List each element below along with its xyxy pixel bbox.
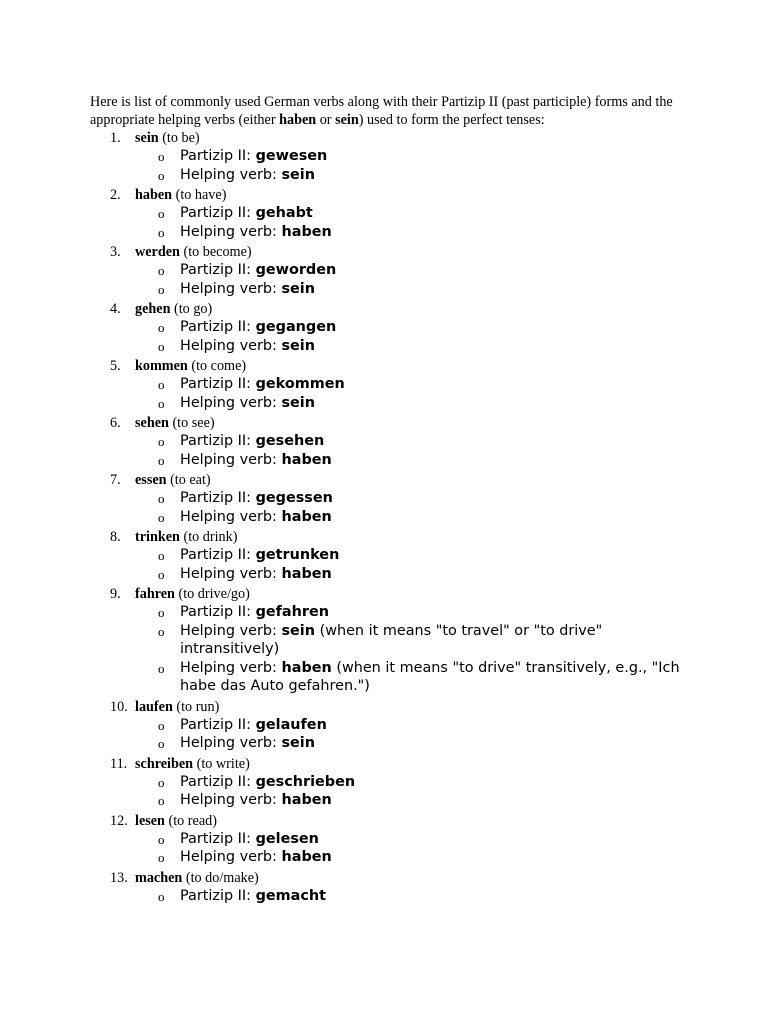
verb-details bbox=[135, 261, 680, 298]
helping-verb-line-alt bbox=[135, 659, 680, 696]
verb-name: schreiben bbox=[135, 755, 194, 772]
detail-label: Helping verb: bbox=[180, 659, 282, 676]
detail-label: Helping verb: bbox=[180, 565, 282, 582]
detail-label: Helping verb: bbox=[180, 792, 282, 808]
verb-name: lesen bbox=[135, 812, 165, 829]
verb-name: machen bbox=[135, 869, 183, 886]
detail-label: Helping verb: bbox=[180, 223, 282, 240]
detail-label: Helping verb: bbox=[180, 394, 282, 411]
detail-label: Helping verb: bbox=[180, 735, 282, 751]
bullet-icon: o bbox=[158, 605, 165, 620]
bullet-icon: o bbox=[158, 491, 165, 506]
detail-value: haben bbox=[281, 659, 332, 676]
verb-item bbox=[90, 414, 680, 469]
detail-value: sein bbox=[281, 337, 315, 354]
verb-meaning: (to do/make) bbox=[182, 869, 259, 886]
bullet-icon: o bbox=[158, 281, 165, 297]
detail-value: gefahren bbox=[255, 604, 329, 620]
verb-item bbox=[90, 812, 680, 867]
verb-heading bbox=[110, 300, 680, 318]
verb-name: kommen bbox=[135, 358, 188, 374]
detail-value: geworden bbox=[255, 262, 337, 278]
helping-verb-line bbox=[135, 848, 680, 867]
verb-meaning: (to drive/go) bbox=[174, 586, 250, 602]
verb-item bbox=[90, 186, 680, 241]
intro-text-end: ) used to form the perfect tenses: bbox=[358, 112, 545, 128]
list-number: 10. bbox=[110, 698, 128, 715]
verb-heading bbox=[110, 585, 680, 603]
verb-details bbox=[135, 318, 680, 355]
detail-label: Helping verb: bbox=[180, 337, 282, 354]
detail-value: sein bbox=[281, 394, 315, 411]
detail-note: (when it means "to travel" or "to drive" intransitively) bbox=[180, 622, 603, 657]
detail-label: Partizip II: bbox=[180, 604, 256, 620]
verb-details bbox=[135, 830, 680, 867]
detail-label: Partizip II: bbox=[180, 148, 256, 164]
detail-label: Helping verb: bbox=[180, 849, 282, 865]
list-number: 11. bbox=[110, 755, 128, 772]
partizip-line bbox=[135, 546, 680, 565]
list-number: 4. bbox=[110, 301, 121, 317]
partizip-line bbox=[135, 261, 680, 280]
verb-heading bbox=[110, 755, 680, 773]
verb-item bbox=[90, 698, 680, 753]
bullet-icon: o bbox=[158, 831, 165, 847]
verb-meaning: (to see) bbox=[168, 415, 215, 431]
partizip-line bbox=[135, 773, 680, 792]
detail-label: Partizip II: bbox=[180, 490, 256, 506]
bullet-icon: o bbox=[158, 377, 165, 392]
verb-meaning: (to have) bbox=[172, 187, 227, 203]
detail-label: Helping verb: bbox=[180, 166, 282, 183]
verb-meaning: (to write) bbox=[193, 755, 250, 772]
verb-item bbox=[90, 300, 680, 355]
verb-meaning: (to come) bbox=[187, 358, 247, 374]
verb-item bbox=[90, 755, 680, 810]
verb-item bbox=[90, 243, 680, 298]
bullet-icon: o bbox=[158, 623, 165, 639]
detail-value: sein bbox=[281, 280, 315, 297]
list-number: 5. bbox=[110, 358, 121, 374]
verb-name: gehen bbox=[135, 301, 171, 317]
helping-verb-line bbox=[135, 394, 680, 413]
partizip-line bbox=[135, 432, 680, 451]
partizip-line bbox=[135, 603, 680, 622]
helping-verb-line bbox=[135, 451, 680, 470]
list-number: 3. bbox=[110, 244, 121, 260]
intro-text: Here is list of commonly used German verbs along with their Partizip II (past participle) forms and the appropriate helping verbs (either bbox=[90, 94, 673, 128]
verb-meaning: (to be) bbox=[158, 130, 200, 146]
bullet-icon: o bbox=[158, 850, 165, 865]
verb-details bbox=[135, 716, 680, 753]
partizip-line bbox=[135, 716, 680, 735]
helping-verb-line bbox=[135, 166, 680, 185]
verb-heading bbox=[110, 357, 680, 375]
partizip-line bbox=[135, 887, 680, 906]
list-number: 8. bbox=[110, 529, 121, 545]
helping-verb-line bbox=[135, 223, 680, 242]
verb-item bbox=[90, 528, 680, 583]
verb-heading bbox=[110, 243, 680, 261]
detail-label: Helping verb: bbox=[180, 280, 282, 297]
bullet-icon: o bbox=[158, 149, 165, 164]
detail-value: haben bbox=[281, 792, 332, 808]
intro-or: or bbox=[316, 112, 336, 128]
partizip-line bbox=[135, 375, 680, 394]
verb-heading bbox=[110, 471, 680, 489]
detail-value: sein bbox=[281, 622, 315, 639]
verb-item bbox=[90, 869, 680, 906]
bullet-icon: o bbox=[158, 338, 165, 354]
detail-value: sein bbox=[281, 735, 315, 751]
verb-name: werden bbox=[135, 244, 180, 260]
helping-verb-line bbox=[135, 280, 680, 299]
detail-value: haben bbox=[281, 565, 332, 582]
bullet-icon: o bbox=[158, 717, 165, 733]
detail-label: Partizip II: bbox=[180, 773, 256, 790]
verb-details bbox=[135, 147, 680, 184]
detail-value: gekommen bbox=[255, 376, 345, 392]
bullet-icon: o bbox=[158, 888, 165, 904]
detail-label: Partizip II: bbox=[180, 887, 256, 904]
bullet-icon: o bbox=[158, 774, 165, 790]
verb-details bbox=[135, 887, 680, 906]
verb-heading bbox=[110, 698, 680, 716]
helping-verb-line bbox=[135, 508, 680, 527]
verb-heading bbox=[110, 129, 680, 147]
verb-meaning: (to read) bbox=[164, 812, 217, 829]
detail-value: geschrieben bbox=[255, 773, 356, 790]
partizip-line bbox=[135, 830, 680, 849]
partizip-line bbox=[135, 204, 680, 223]
verb-meaning: (to go) bbox=[170, 301, 213, 317]
helping-verb-line bbox=[135, 565, 680, 584]
bullet-icon: o bbox=[158, 263, 165, 278]
verb-name: essen bbox=[135, 472, 167, 488]
verb-meaning: (to eat) bbox=[166, 472, 211, 488]
verb-details bbox=[135, 546, 680, 583]
partizip-line bbox=[135, 489, 680, 508]
verb-name: trinken bbox=[135, 529, 180, 545]
verb-name: laufen bbox=[135, 698, 173, 715]
verb-meaning: (to become) bbox=[179, 244, 252, 260]
verb-details bbox=[135, 489, 680, 526]
detail-value: haben bbox=[281, 223, 332, 240]
detail-label: Partizip II: bbox=[180, 830, 256, 847]
verb-details bbox=[135, 432, 680, 469]
detail-value: gesehen bbox=[255, 433, 325, 449]
list-number: 12. bbox=[110, 812, 128, 829]
detail-label: Partizip II: bbox=[180, 319, 256, 335]
verb-details bbox=[135, 375, 680, 412]
detail-label: Partizip II: bbox=[180, 262, 256, 278]
helping-verb-line bbox=[135, 734, 680, 753]
detail-label: Partizip II: bbox=[180, 205, 256, 221]
detail-value: haben bbox=[281, 508, 332, 525]
verb-item bbox=[90, 357, 680, 412]
verb-name: sein bbox=[135, 130, 159, 146]
detail-value: sein bbox=[281, 166, 315, 183]
bullet-icon: o bbox=[158, 167, 165, 183]
list-number: 1. bbox=[110, 130, 121, 146]
list-number: 9. bbox=[110, 586, 121, 602]
verb-meaning: (to drink) bbox=[179, 529, 238, 545]
detail-note: (when it means "to drive" transitively, e.g., "Ich habe das Auto gefahren.") bbox=[180, 659, 680, 694]
helping-verb-line bbox=[135, 622, 680, 659]
list-number: 7. bbox=[110, 472, 121, 488]
verb-item bbox=[90, 129, 680, 184]
detail-label: Helping verb: bbox=[180, 451, 282, 468]
detail-label: Helping verb: bbox=[180, 622, 282, 639]
bullet-icon: o bbox=[158, 224, 165, 240]
list-number: 2. bbox=[110, 187, 121, 203]
document-page bbox=[90, 93, 680, 907]
detail-value: gehabt bbox=[255, 205, 313, 221]
verb-heading bbox=[110, 869, 680, 887]
detail-label: Partizip II: bbox=[180, 433, 256, 449]
verb-list bbox=[90, 129, 680, 905]
verb-name: haben bbox=[135, 187, 173, 203]
bullet-icon: o bbox=[158, 660, 165, 676]
partizip-line bbox=[135, 318, 680, 337]
bullet-icon: o bbox=[158, 548, 165, 563]
verb-details bbox=[135, 204, 680, 241]
partizip-line bbox=[135, 147, 680, 166]
verb-heading bbox=[110, 812, 680, 830]
helping-verb-line bbox=[135, 337, 680, 356]
bullet-icon: o bbox=[158, 566, 165, 582]
detail-value: gewesen bbox=[255, 148, 328, 164]
verb-heading bbox=[110, 528, 680, 546]
bullet-icon: o bbox=[158, 434, 165, 449]
verb-heading bbox=[110, 414, 680, 432]
verb-meaning: (to run) bbox=[172, 698, 220, 715]
bullet-icon: o bbox=[158, 793, 165, 808]
bullet-icon: o bbox=[158, 320, 165, 335]
bullet-icon: o bbox=[158, 395, 165, 411]
list-number: 6. bbox=[110, 415, 121, 431]
list-number: 13. bbox=[110, 869, 128, 886]
intro-paragraph bbox=[90, 93, 680, 129]
bullet-icon: o bbox=[158, 452, 165, 468]
helping-verb-line bbox=[135, 791, 680, 810]
detail-value: getrunken bbox=[255, 547, 340, 563]
detail-label: Partizip II: bbox=[180, 716, 256, 733]
verb-name: fahren bbox=[135, 586, 175, 602]
verb-details bbox=[135, 773, 680, 810]
detail-value: gelesen bbox=[255, 830, 319, 847]
detail-value: gegangen bbox=[255, 319, 337, 335]
intro-sein: sein bbox=[335, 112, 359, 128]
detail-value: gelaufen bbox=[255, 716, 327, 733]
detail-value: haben bbox=[281, 451, 332, 468]
bullet-icon: o bbox=[158, 509, 165, 525]
verb-heading bbox=[110, 186, 680, 204]
detail-value: gemacht bbox=[255, 887, 327, 904]
detail-label: Helping verb: bbox=[180, 508, 282, 525]
detail-value: haben bbox=[281, 849, 332, 865]
detail-label: Partizip II: bbox=[180, 547, 256, 563]
verb-item bbox=[90, 471, 680, 526]
verb-name: sehen bbox=[135, 415, 169, 431]
intro-haben: haben bbox=[279, 112, 317, 128]
verb-details bbox=[135, 603, 680, 696]
detail-value: gegessen bbox=[255, 490, 333, 506]
verb-item bbox=[90, 585, 680, 696]
bullet-icon: o bbox=[158, 736, 165, 751]
detail-label: Partizip II: bbox=[180, 376, 256, 392]
bullet-icon: o bbox=[158, 206, 165, 221]
